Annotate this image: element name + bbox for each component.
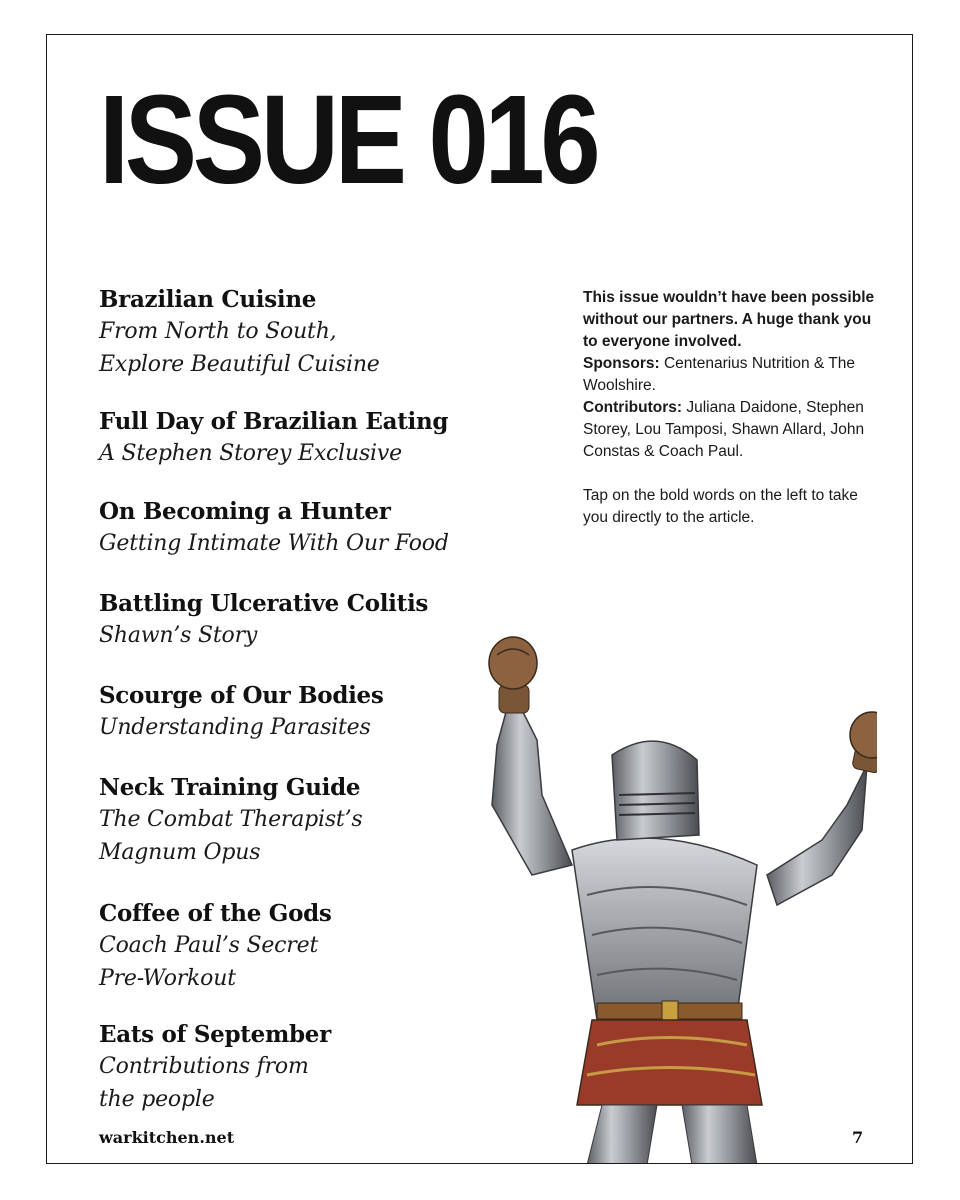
toc-item xyxy=(99,773,362,869)
credits-block xyxy=(583,287,883,529)
toc-subtitle: The Combat Therapist’s Magnum Opus xyxy=(99,807,363,865)
footer-website[interactable]: warkitchen.net xyxy=(99,1128,235,1147)
toc-subtitle: Shawn’s Story xyxy=(99,623,258,648)
toc-subtitle: Getting Intimate With Our Food xyxy=(99,531,449,556)
toc-item xyxy=(99,407,448,470)
issue-title: ISSUE 016 xyxy=(99,69,597,210)
toc-subtitle: Contributions from the people xyxy=(99,1054,309,1112)
knight-illustration xyxy=(437,635,877,1164)
page-number: 7 xyxy=(852,1128,864,1147)
toc-item xyxy=(99,497,449,560)
toc-item xyxy=(99,681,384,744)
toc-link-full-day-of-brazilian-eating[interactable]: Full Day of Brazilian Eating xyxy=(99,408,449,435)
toc-link-neck-training-guide[interactable]: Neck Training Guide xyxy=(99,774,361,801)
toc-item xyxy=(99,589,428,652)
toc-link-scourge-of-our-bodies[interactable]: Scourge of Our Bodies xyxy=(99,682,384,709)
page-frame xyxy=(46,34,913,1164)
toc-item xyxy=(99,1020,331,1116)
toc-subtitle: From North to South, Explore Beautiful Cuisine xyxy=(99,319,380,377)
toc-item xyxy=(99,899,332,995)
toc-subtitle: Understanding Parasites xyxy=(99,715,371,740)
sponsors-list: Centenarius Nutrition & The Woolshire. xyxy=(583,355,855,394)
tap-instructions: Tap on the bold words on the left to take you directly to the article. xyxy=(583,487,858,526)
toc-subtitle: Coach Paul’s Secret Pre-Workout xyxy=(99,933,319,991)
sponsors-label: Sponsors: xyxy=(583,355,660,372)
toc-link-coffee-of-the-gods[interactable]: Coffee of the Gods xyxy=(99,900,332,927)
toc-item xyxy=(99,285,380,381)
toc-subtitle: A Stephen Storey Exclusive xyxy=(99,441,402,466)
sponsors-line xyxy=(583,353,883,397)
toc-link-eats-of-september[interactable]: Eats of September xyxy=(99,1021,331,1048)
thanks-note: This issue wouldn’t have been possible without our partners. A huge thank you to everyone involved. xyxy=(583,289,875,350)
toc-link-brazilian-cuisine[interactable]: Brazilian Cuisine xyxy=(99,286,317,313)
toc-link-battling-ulcerative-colitis[interactable]: Battling Ulcerative Colitis xyxy=(99,590,429,617)
contributors-label: Contributors: xyxy=(583,399,683,416)
contributors-line xyxy=(583,397,883,463)
toc-link-on-becoming-a-hunter[interactable]: On Becoming a Hunter xyxy=(99,498,391,525)
contributors-list: Juliana Daidone, Stephen Storey, Lou Tamposi, Shawn Allard, John Constas & Coach Paul. xyxy=(583,399,865,460)
